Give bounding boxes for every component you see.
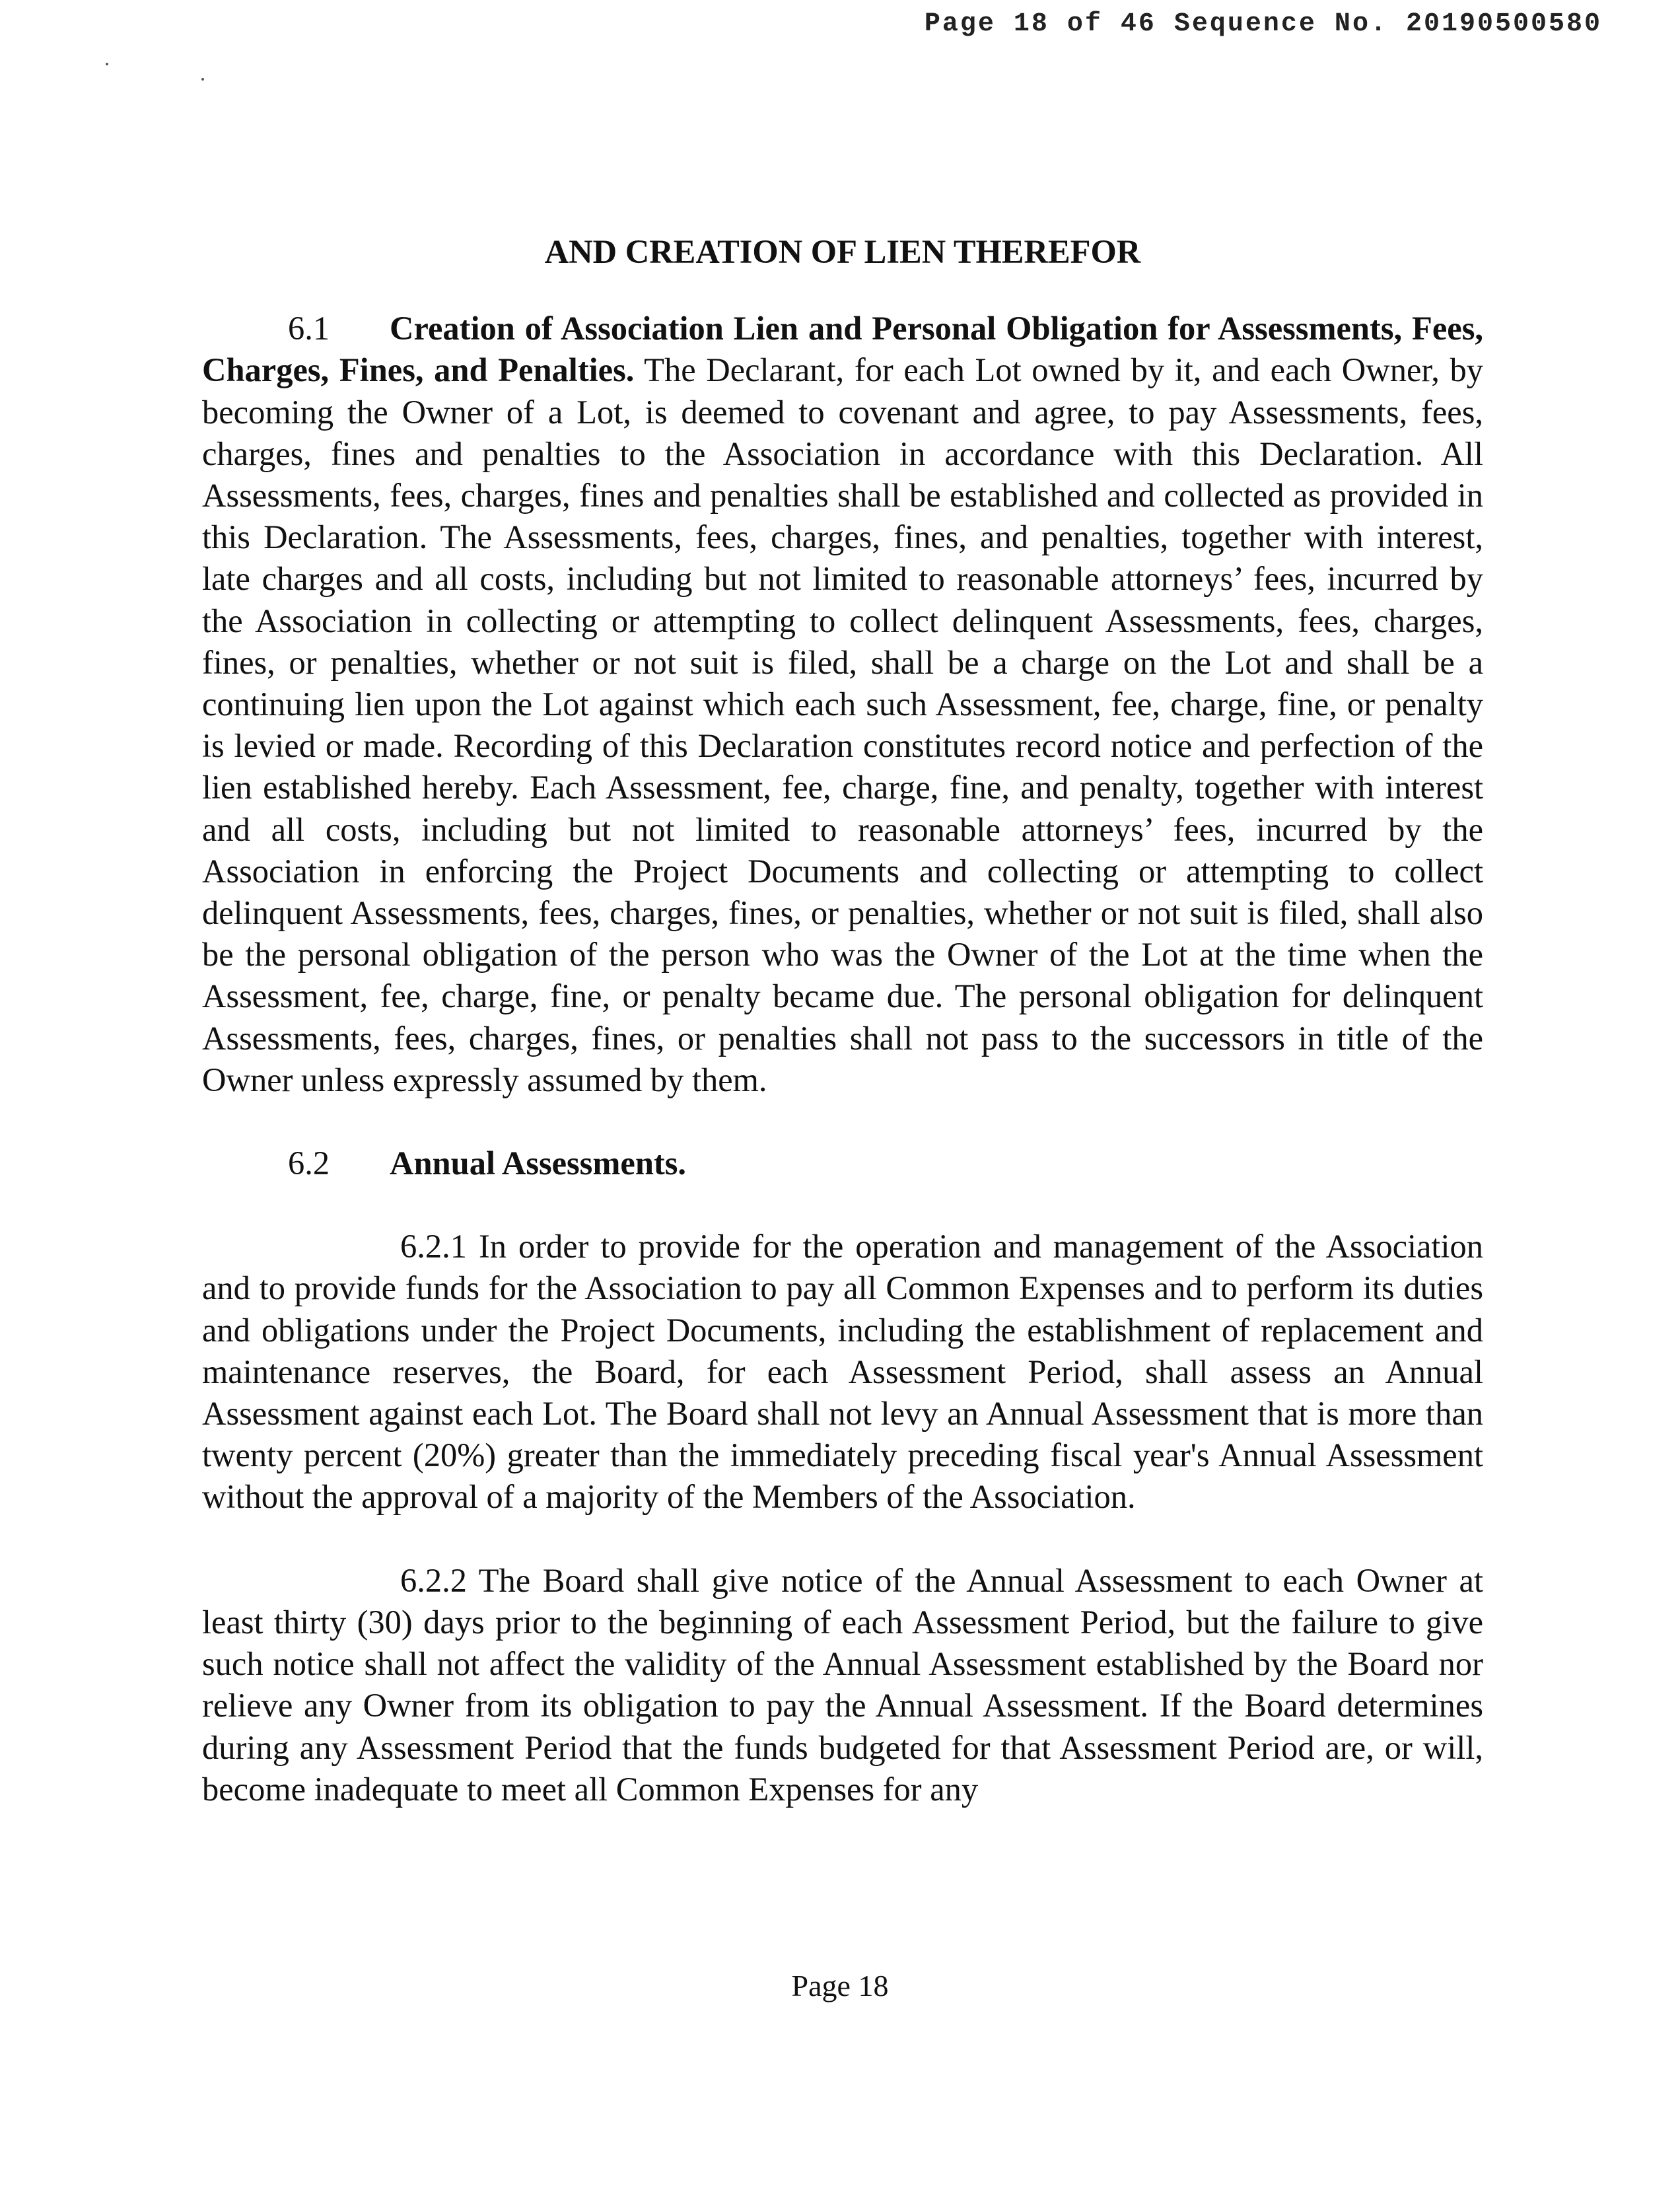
page-footer: Page 18 (791, 1969, 889, 2003)
section-body: The Declarant, for each Lot owned by it, and each Owner, by becoming the Owner of a Lot, is deemed to covenant and agree, to pay Assessments, fees, charges, fines and penalties to the Association in accordance with this Declaration. All Assessments, fees, charges, fines and penalties shall be established and collected as provided in this Declaration. The Assessments, fees, charges, fines, and penalties, together with interest, late charges and all costs, including but not limited to reasonable attorneys’ fees, incurred by the Association in collecting or attempting to collect delinquent Assessments, fees, charges, fines, or penalties, whether or not suit is filed, shall be a charge on the Lot and shall be a continuing lien upon the Lot against which each such Assessment, fee, charge, fine, or penalty is levied or made. Recording of this Declaration constitutes record notice and perfection of the lien established hereby. Each Assessment, fee, charge, fine, and penalty, together with interest and all costs, including but not limited to reasonable attorneys’ fees, incurred by the Association in enforcing the Project Documents and collecting or attempting to collect delinquent Assessments, fees, charges, fines, or penalties, whether or not suit is filed, shall also be the personal obligation of the person who was the Owner of the Lot at the time when the Assessment, fee, charge, fine, or penalty became due. The personal obligation for delinquent Assessments, fees, charges, fines, or penalties shall not pass to the successors in title of the Owner unless expressly assumed by them. (202, 351, 1483, 1098)
section-heading: AND CREATION OF LIEN THEREFOR (544, 233, 1141, 270)
section-title: Creation of Association Lien and Personal Obligation for Assessments, Fees, Charges, Fines, and Penalties. (202, 310, 1483, 389)
page-sequence-stamp: Page 18 of 46 Sequence No. 20190500580 (924, 9, 1602, 39)
section-number: 6.2 (288, 1145, 330, 1182)
subsection-body: The Board shall give notice of the Annual Assessment to each Owner at least thirty (30) days prior to the beginning of each Assessment Period, but the failure to give such notice shall not affect the validity of the Annual Assessment established by the Board nor relieve any Owner from its obligation to pay the Annual Assessment. If the Board determines during any Assessment Period that the funds budgeted for that Assessment Period are, or will, become inadequate to meet all Common Expenses for any (202, 1561, 1483, 1808)
paragraph-6-2-2 (202, 1560, 1483, 1810)
section-number: 6.1 (288, 310, 330, 347)
subsection-number: 6.2.1 (400, 1228, 467, 1265)
section-title: Annual Assessments. (390, 1145, 687, 1182)
spacer (202, 1101, 1483, 1143)
scan-speck (201, 78, 204, 81)
paragraph-6-2-1 (202, 1226, 1483, 1518)
paragraph-6-1 (202, 308, 1483, 1101)
document-body (202, 231, 1483, 1810)
scan-speck (106, 63, 108, 65)
spacer (202, 1518, 1483, 1560)
subsection-number: 6.2.2 (400, 1561, 467, 1599)
subsection-body: In order to provide for the operation and management of the Association and to provide funds for the Association to pay all Common Expenses and to perform its duties and obligations under the Project Documents, including the establishment of replacement and maintenance reserves, the Board, for each Assessment Period, shall assess an Annual Assessment against each Lot. The Board shall not levy an Annual Assessment that is more than twenty percent (20%) greater than the immediately preceding fiscal year's Annual Assessment without the approval of a majority of the Members of the Association. (202, 1228, 1483, 1516)
paragraph-6-2 (202, 1143, 1483, 1184)
spacer (202, 1184, 1483, 1226)
